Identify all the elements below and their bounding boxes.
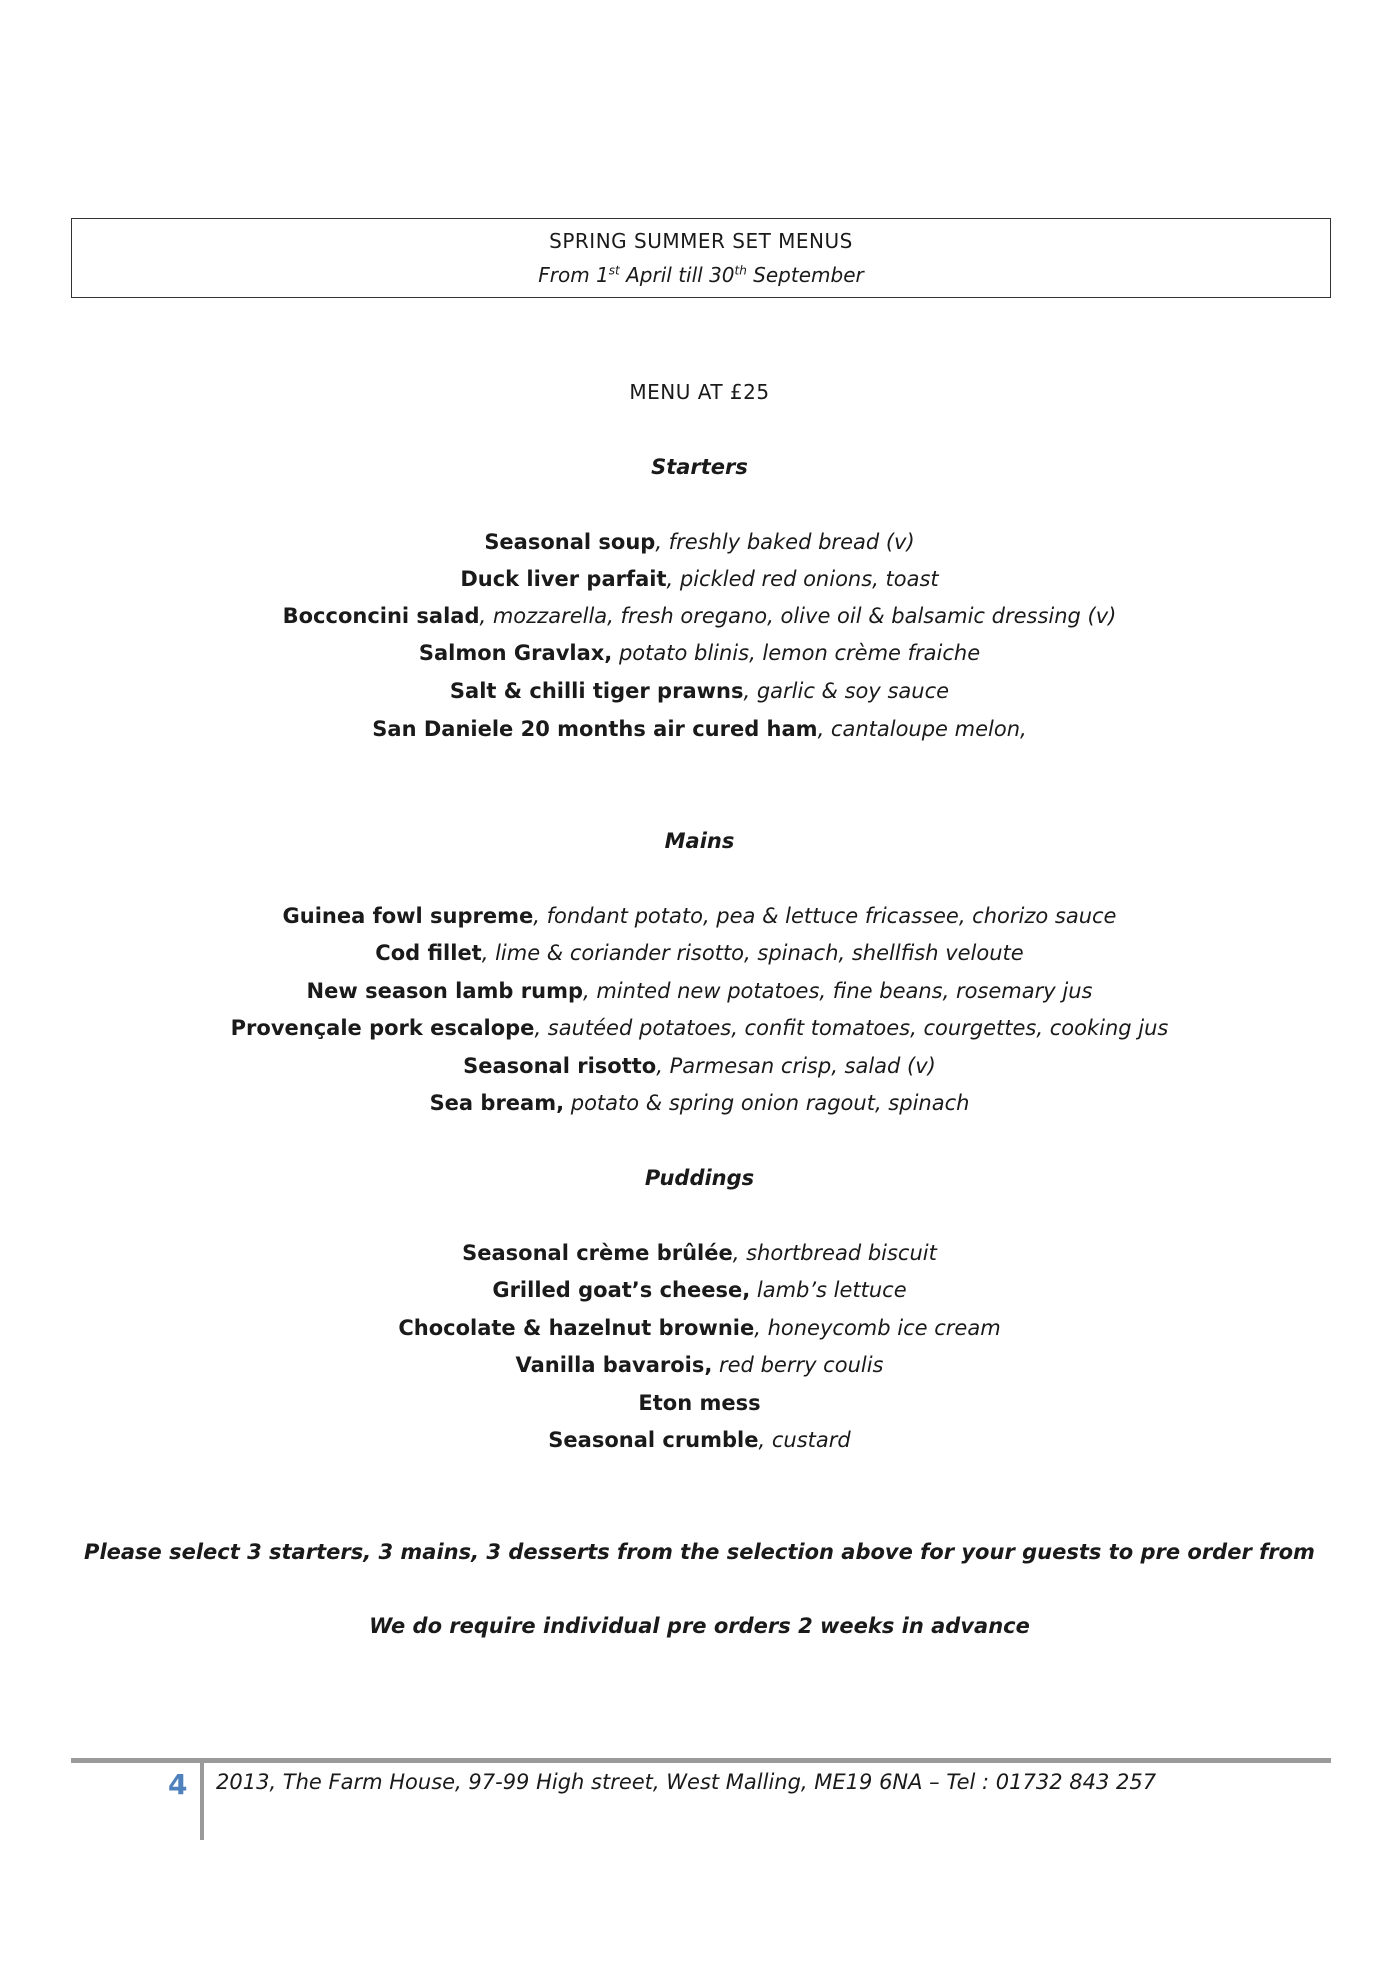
page-number: 4 <box>168 1768 188 1801</box>
dish-description: , pickled red onions, toast <box>666 567 939 591</box>
dish-name: Salt & chilli tiger prawns <box>449 679 744 703</box>
dish-description: potato blinis, lemon crème fraiche <box>612 641 981 665</box>
menu-header-dates <box>72 263 1330 287</box>
dish-description: , mozzarella, fresh oregano, olive oil & balsamic dressing (v) <box>479 604 1117 628</box>
pudding-item <box>0 1428 1399 1452</box>
dish-name: Eton mess <box>638 1391 761 1415</box>
dish-name: Sea bream, <box>429 1091 565 1115</box>
dates-middle: April till 30 <box>619 263 735 287</box>
main-item <box>0 904 1399 928</box>
dish-description: , shortbread biscuit <box>732 1241 937 1265</box>
main-item <box>0 941 1399 965</box>
dish-name: San Daniele 20 months air cured ham <box>372 717 818 741</box>
pudding-item <box>0 1241 1399 1265</box>
footer-rule <box>71 1758 1331 1763</box>
pudding-item <box>0 1391 1399 1415</box>
pudding-item <box>0 1316 1399 1340</box>
starters-heading: Starters <box>651 455 748 479</box>
starter-item <box>0 567 1399 591</box>
menu-header-title: SPRING SUMMER SET MENUS <box>549 229 853 253</box>
footer-divider <box>200 1762 204 1840</box>
puddings-heading: Puddings <box>644 1166 755 1190</box>
dish-description: lamb’s lettuce <box>750 1278 907 1302</box>
starter-item <box>0 641 1399 665</box>
dish-name: Seasonal crumble <box>548 1428 759 1452</box>
dish-name: Provençale pork escalope <box>230 1016 535 1040</box>
main-item <box>0 1016 1399 1040</box>
dates-suffix: September <box>746 263 864 287</box>
dish-name: Salmon Gravlax, <box>418 641 613 665</box>
dish-name: Bocconcini salad <box>282 604 480 628</box>
starter-item <box>0 717 1399 741</box>
dish-description: potato & spring onion ragout, spinach <box>564 1091 970 1115</box>
footer-address: 2013, The Farm House, 97-99 High street, West Malling, ME19 6NA – Tel : 01732 843 257 <box>216 1770 1157 1794</box>
pudding-item <box>0 1278 1399 1302</box>
dates-sup-2: th <box>734 263 747 278</box>
main-item <box>0 1054 1399 1078</box>
starter-item <box>0 604 1399 628</box>
preorder-note: We do require individual pre orders 2 weeks in advance <box>369 1614 1030 1638</box>
dish-name: Guinea fowl supreme <box>282 904 534 928</box>
dish-name: Grilled goat’s cheese, <box>492 1278 751 1302</box>
dish-name: Seasonal risotto <box>463 1054 657 1078</box>
starter-item <box>0 679 1399 703</box>
main-item <box>0 979 1399 1003</box>
dish-name: New season lamb rump <box>306 979 583 1003</box>
pudding-item <box>0 1353 1399 1377</box>
dish-name: Vanilla bavarois, <box>515 1353 713 1377</box>
starter-item <box>0 530 1399 554</box>
dish-description: , cantaloupe melon, <box>817 717 1027 741</box>
dish-description: , Parmesan crisp, salad (v) <box>656 1054 936 1078</box>
dish-description: , garlic & soy sauce <box>743 679 950 703</box>
dish-description: , honeycomb ice cream <box>754 1316 1001 1340</box>
menu-header-box <box>71 218 1331 298</box>
dish-description: , fondant potato, pea & lettuce fricassee, chorizo sauce <box>533 904 1117 928</box>
dish-description: , minted new potatoes, fine beans, rosemary jus <box>583 979 1093 1003</box>
dates-sup-1: st <box>608 263 620 278</box>
dish-name: Seasonal soup <box>484 530 656 554</box>
dish-description: , custard <box>758 1428 851 1452</box>
selection-note: Please select 3 starters, 3 mains, 3 desserts from the selection above for your guests to pre order from <box>84 1540 1315 1564</box>
dish-description: , freshly baked bread (v) <box>655 530 915 554</box>
dish-name: Chocolate & hazelnut brownie <box>398 1316 755 1340</box>
dish-name: Cod fillet <box>375 941 482 965</box>
mains-heading: Mains <box>664 829 735 853</box>
dish-description: red berry coulis <box>712 1353 884 1377</box>
dish-description: , sautéed potatoes, confit tomatoes, courgettes, cooking jus <box>534 1016 1169 1040</box>
dish-name: Seasonal crème brûlée <box>462 1241 733 1265</box>
dish-name: Duck liver parfait <box>460 567 667 591</box>
dates-prefix: From 1 <box>538 263 609 287</box>
dish-description: , lime & coriander risotto, spinach, shellfish veloute <box>481 941 1024 965</box>
main-item <box>0 1091 1399 1115</box>
menu-price-title: MENU AT £25 <box>629 380 770 404</box>
